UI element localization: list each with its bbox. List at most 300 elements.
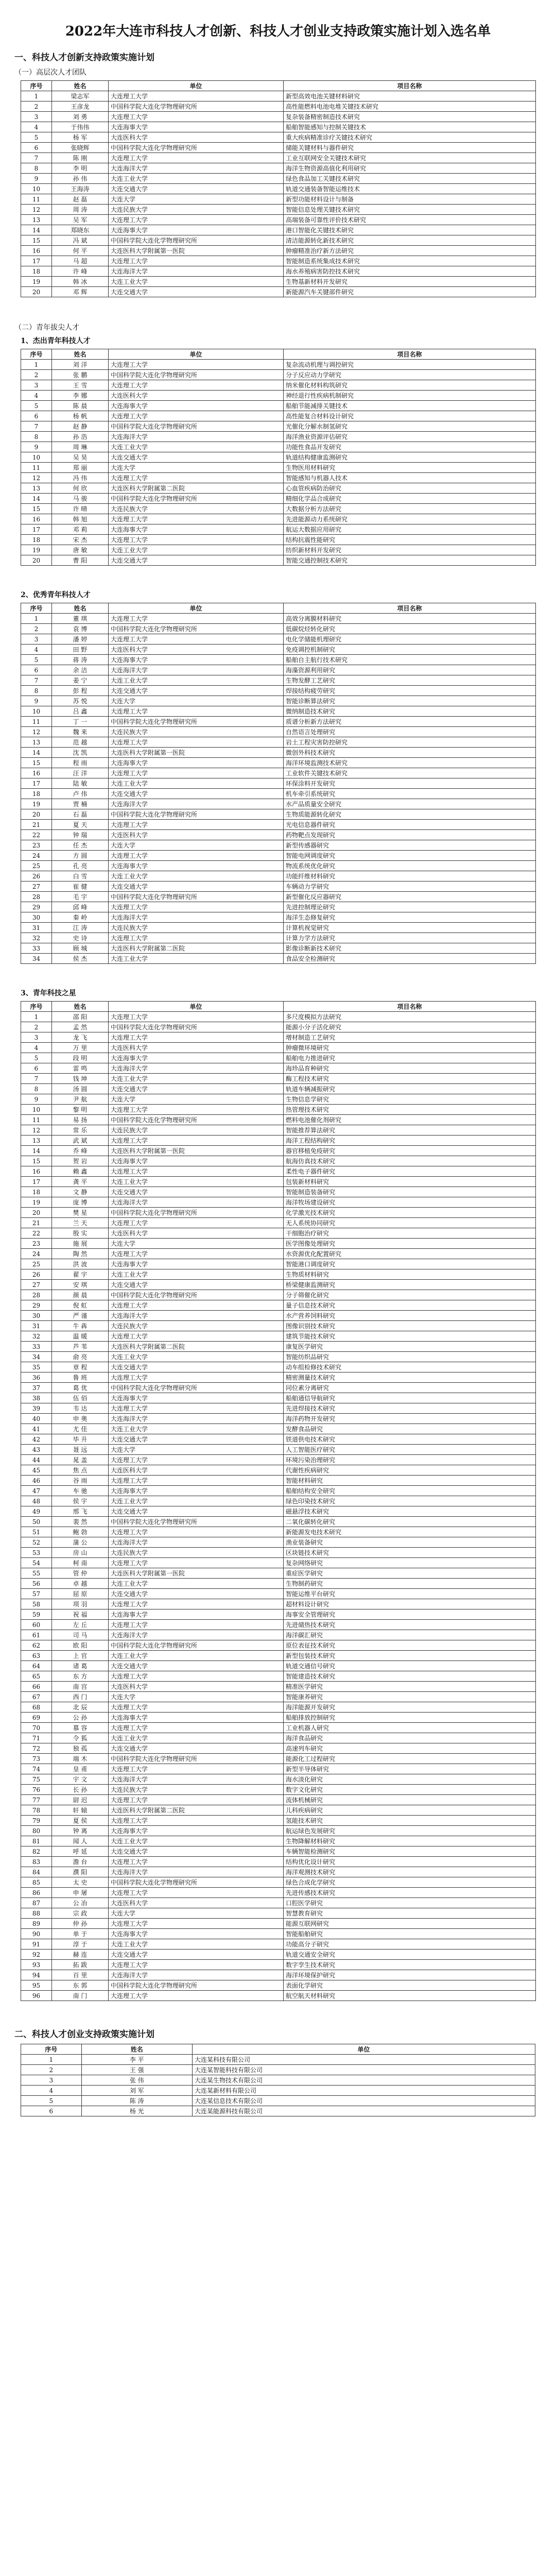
row-number: 32 [21, 933, 52, 943]
table-row [21, 1908, 536, 1919]
project-name: 超材料设计研究 [284, 1599, 536, 1609]
row-number: 50 [21, 1517, 52, 1527]
unit-name: 大连大学 [109, 840, 284, 851]
unit-name: 大连海洋大学 [109, 1311, 284, 1321]
project-name: 海事安全管理研究 [284, 1609, 536, 1620]
project-name: 先进传感技术研究 [284, 1888, 536, 1898]
row-number: 4 [21, 1043, 52, 1053]
project-name: 氢能技术研究 [284, 1816, 536, 1826]
unit-name: 大连理工大学 [109, 1136, 284, 1146]
project-name: 儿科疾病研究 [284, 1805, 536, 1816]
unit-name: 中国科学院大连化学物理研究所 [109, 101, 284, 112]
table-row [21, 184, 536, 194]
unit-name: 大连理工大学 [109, 1702, 284, 1713]
row-number: 5 [21, 132, 52, 143]
person-name: 闻 人 [52, 1836, 109, 1846]
person-name: 伍 佰 [52, 1393, 109, 1403]
person-name: 轩 辕 [52, 1805, 109, 1816]
table-row [21, 1342, 536, 1352]
row-number: 34 [21, 1352, 52, 1362]
person-name: 孔 亮 [52, 861, 109, 871]
unit-name: 大连海洋大学 [109, 1414, 284, 1424]
row-number: 19 [21, 1197, 52, 1208]
person-name: 史 诗 [52, 933, 109, 943]
row-number: 16 [21, 768, 52, 778]
person-name: 唐 敏 [52, 545, 109, 555]
unit-name: 大连医科大学附属第二医院 [109, 943, 284, 954]
row-number: 54 [21, 1558, 52, 1568]
unit-name: 大连理工大学 [109, 1960, 284, 1970]
table-youth-star [21, 1001, 536, 2001]
row-number: 85 [21, 1877, 52, 1888]
table-row [21, 851, 536, 861]
row-number: 18 [21, 266, 52, 277]
page-title: 2022年大连市科技人才创新、科技人才创业支持政策实施计划入选名单 [65, 24, 491, 39]
unit-name: 大连理工大学 [109, 1795, 284, 1805]
unit-name: 大连工业大学 [109, 1424, 284, 1434]
row-number: 71 [21, 1733, 52, 1743]
unit-name: 大连交通大学 [109, 1084, 284, 1094]
row-number: 36 [21, 1372, 52, 1383]
project-name: 新能源汽车关键部件研究 [284, 287, 536, 297]
row-number: 48 [21, 1496, 52, 1506]
person-name: 东 方 [52, 1671, 109, 1682]
project-name: 结构优化设计研究 [284, 1857, 536, 1867]
person-name: 吕 鑫 [52, 706, 109, 717]
unit-name: 大连工业大学 [109, 174, 284, 184]
table-row [21, 143, 536, 153]
project-name: 清洁能源转化新技术研究 [284, 235, 536, 246]
person-name: 崔 健 [52, 882, 109, 892]
person-name: 公 冶 [52, 1898, 109, 1908]
person-name: 杨 帆 [52, 411, 109, 421]
project-name: 柔性电子器件研究 [284, 1166, 536, 1177]
row-number: 39 [21, 1403, 52, 1414]
table-row [21, 1476, 536, 1486]
person-name: 淳 于 [52, 1939, 109, 1950]
row-number: 1 [21, 2055, 82, 2065]
project-name: 智能信息处理关键技术研究 [284, 205, 536, 215]
table-row [21, 483, 536, 494]
person-name: 宇 文 [52, 1774, 109, 1785]
unit-name: 大连理工大学 [109, 535, 284, 545]
person-name: 申 奥 [52, 1414, 109, 1424]
table-row [21, 1609, 536, 1620]
unit-name: 大连理工大学 [109, 1620, 284, 1630]
table-row [21, 2065, 535, 2075]
row-number: 63 [21, 1651, 52, 1661]
column-header: 序号 [21, 603, 52, 614]
project-name: 肿瘤微环境研究 [284, 1043, 536, 1053]
unit-name: 大连理工大学 [109, 1331, 284, 1342]
unit-name: 大连交通大学 [109, 184, 284, 194]
table-row [21, 411, 536, 421]
unit-name: 大连医科大学附属第一医院 [109, 748, 284, 758]
unit-name: 大连海事大学 [109, 861, 284, 871]
row-number: 12 [21, 1125, 52, 1136]
unit-name: 大连海洋大学 [109, 266, 284, 277]
table-row [21, 923, 536, 933]
table-row [21, 1383, 536, 1393]
table-row [21, 1640, 536, 1651]
row-number: 31 [21, 923, 52, 933]
person-name: 申 屠 [52, 1888, 109, 1898]
table-row [21, 1136, 536, 1146]
unit-name: 中国科学院大连化学物理研究所 [109, 370, 284, 380]
person-name: 方 圆 [52, 851, 109, 861]
unit-name: 中国科学院大连化学物理研究所 [109, 624, 284, 634]
project-name: 器官移植免疫研究 [284, 1146, 536, 1156]
person-name: 吴 昊 [52, 452, 109, 463]
project-name: 光催化分解水制氢研究 [284, 421, 536, 432]
project-name: 智能材料研究 [284, 1476, 536, 1486]
project-name: 智能交通控制技术研究 [284, 555, 536, 566]
person-name: 欧 阳 [52, 1640, 109, 1651]
column-header: 序号 [21, 349, 52, 360]
person-name: 姜 宁 [52, 675, 109, 686]
person-name: 郑晓东 [52, 225, 109, 235]
project-name: 增材制造工艺研究 [284, 1032, 536, 1043]
person-name: 曹 阳 [52, 555, 109, 566]
person-name: 贾 楠 [52, 799, 109, 809]
unit-name: 大连医科大学 [109, 1682, 284, 1692]
row-number: 11 [21, 463, 52, 473]
table-row [21, 555, 536, 566]
unit-name: 大连理工大学 [109, 215, 284, 225]
project-name: 水产营养饲料研究 [284, 1311, 536, 1321]
unit-name: 大连理工大学 [109, 902, 284, 912]
unit-name: 大连医科大学 [109, 1465, 284, 1476]
table-row [21, 1527, 536, 1537]
row-number: 12 [21, 473, 52, 483]
person-name: 邵 阳 [52, 1012, 109, 1022]
column-header: 序号 [21, 1002, 52, 1012]
table-row [21, 1960, 536, 1970]
row-number: 2 [21, 2065, 82, 2075]
unit-name: 大连海洋大学 [109, 665, 284, 675]
unit-name: 大连某生物技术有限公司 [192, 2075, 535, 2086]
row-number: 4 [21, 645, 52, 655]
person-name: 于伟伟 [52, 122, 109, 132]
table-row [21, 799, 536, 809]
project-name: 化学激光技术研究 [284, 1208, 536, 1218]
unit-name: 大连海洋大学 [109, 912, 284, 923]
unit-name: 大连工业大学 [109, 277, 284, 287]
person-name: 蒋 涛 [52, 655, 109, 665]
project-name: 能源化工过程研究 [284, 1754, 536, 1764]
table-header-row [21, 603, 536, 614]
table-row [21, 421, 536, 432]
column-header: 姓名 [52, 349, 109, 360]
unit-name: 大连某能源科技有限公司 [192, 2106, 535, 2116]
row-number: 65 [21, 1671, 52, 1682]
project-name: 分子筛催化研究 [284, 1290, 536, 1300]
unit-name: 大连医科大学附属第一医院 [109, 246, 284, 256]
person-name: 马 超 [52, 256, 109, 266]
person-name: 孙 浩 [52, 432, 109, 442]
person-name: 皇 甫 [52, 1764, 109, 1774]
row-number: 5 [21, 401, 52, 411]
person-name: 鲁 班 [52, 1372, 109, 1383]
unit-name: 中国科学院大连化学物理研究所 [109, 1877, 284, 1888]
person-name: 梁志军 [52, 91, 109, 101]
person-name: 钟 离 [52, 1826, 109, 1836]
person-name: 殷 实 [52, 1228, 109, 1239]
person-name: 陈 刚 [52, 153, 109, 163]
table-row [21, 1012, 536, 1022]
person-name: 邱 峰 [52, 902, 109, 912]
person-name: 周 琳 [52, 442, 109, 452]
unit-name: 大连工业大学 [109, 1177, 284, 1187]
project-name: 船舶通信导航研究 [284, 1393, 536, 1403]
row-number: 4 [21, 391, 52, 401]
section2-title: 二、科技人才创业支持政策实施计划 [14, 2029, 154, 2040]
project-name: 工业机器人研究 [284, 1723, 536, 1733]
unit-name: 大连海事大学 [109, 1826, 284, 1836]
project-name: 影像诊断新技术研究 [284, 943, 536, 954]
table-row [21, 2055, 535, 2065]
project-name: 智能运维平台研究 [284, 1589, 536, 1599]
row-number: 40 [21, 1414, 52, 1424]
table-row [21, 1733, 536, 1743]
project-name: 生物发酵工艺研究 [284, 675, 536, 686]
person-name: 兰 天 [52, 1218, 109, 1228]
person-name: 祝 福 [52, 1609, 109, 1620]
row-number: 8 [21, 686, 52, 696]
unit-name: 大连理工大学 [109, 768, 284, 778]
row-number: 74 [21, 1764, 52, 1774]
table-outstanding-youth [21, 349, 536, 566]
unit-name: 大连海事大学 [109, 225, 284, 235]
row-number: 17 [21, 524, 52, 535]
row-number: 28 [21, 892, 52, 902]
project-name: 区块链技术研究 [284, 1548, 536, 1558]
person-name: 上 官 [52, 1651, 109, 1661]
project-name: 微创外科技术研究 [284, 748, 536, 758]
project-name: 结构抗震性能研究 [284, 535, 536, 545]
table-row [21, 1094, 536, 1105]
table-row [21, 1764, 536, 1774]
table-row [21, 902, 536, 912]
row-number: 5 [21, 655, 52, 665]
unit-name: 大连大学 [109, 463, 284, 473]
table-row [21, 1259, 536, 1269]
row-number: 70 [21, 1723, 52, 1733]
row-number: 1 [21, 360, 52, 370]
row-number: 81 [21, 1836, 52, 1846]
table-row [21, 789, 536, 799]
table-row [21, 2086, 535, 2096]
project-name: 肿瘤精准治疗新方法研究 [284, 246, 536, 256]
table-row [21, 1517, 536, 1527]
table-row [21, 401, 536, 411]
project-name: 车辆动力学研究 [284, 882, 536, 892]
row-number: 46 [21, 1476, 52, 1486]
row-number: 11 [21, 717, 52, 727]
table-row [21, 1774, 536, 1785]
table-row [21, 1846, 536, 1857]
unit-name: 大连大学 [109, 1445, 284, 1455]
table-row [21, 277, 536, 287]
row-number: 16 [21, 1166, 52, 1177]
project-name: 计算机视觉研究 [284, 923, 536, 933]
project-name: 表面化学研究 [284, 1980, 536, 1991]
person-name: 濮 阳 [52, 1867, 109, 1877]
column-header: 单位 [192, 2044, 535, 2055]
row-number: 9 [21, 1094, 52, 1105]
unit-name: 大连医科大学附属第二医院 [109, 1805, 284, 1816]
unit-name: 大连某智能科技有限公司 [192, 2065, 535, 2075]
table-row [21, 758, 536, 768]
table-row [21, 235, 536, 246]
project-name: 量子信息技术研究 [284, 1300, 536, 1311]
project-name: 船舶结构安全研究 [284, 1486, 536, 1496]
project-name: 智能船舶研究 [284, 1929, 536, 1939]
table-row [21, 1043, 536, 1053]
row-number: 27 [21, 1280, 52, 1290]
table-row [21, 101, 536, 112]
table-row [21, 1867, 536, 1877]
table-row [21, 1682, 536, 1692]
row-number: 12 [21, 727, 52, 737]
person-name: 潘 婷 [52, 634, 109, 645]
project-name: 焊接结构疲劳研究 [284, 686, 536, 696]
project-name: 复杂装备精密制造技术研究 [284, 112, 536, 122]
person-name: 江 涛 [52, 923, 109, 933]
row-number: 79 [21, 1816, 52, 1826]
unit-name: 大连理工大学 [109, 1218, 284, 1228]
person-name: 尹 航 [52, 1094, 109, 1105]
project-name: 电化学储能机理研究 [284, 634, 536, 645]
person-name: 龚 平 [52, 1177, 109, 1187]
person-name: 项 羽 [52, 1599, 109, 1609]
person-name: 司 马 [52, 1630, 109, 1640]
project-name: 人工智能医疗研究 [284, 1445, 536, 1455]
table-row [21, 1115, 536, 1125]
project-name: 能源互联网研究 [284, 1919, 536, 1929]
unit-name: 大连理工大学 [109, 256, 284, 266]
project-name: 免疫调控机制研究 [284, 645, 536, 655]
table-row [21, 882, 536, 892]
row-number: 9 [21, 696, 52, 706]
person-name: 蒲 公 [52, 1537, 109, 1548]
table-row [21, 1630, 536, 1640]
person-name: 余 洁 [52, 665, 109, 675]
project-name: 精密测量技术研究 [284, 1372, 536, 1383]
person-name: 李 明 [52, 163, 109, 174]
project-name: 工业软件关键技术研究 [284, 768, 536, 778]
project-name: 酶工程技术研究 [284, 1074, 536, 1084]
unit-name: 大连海事大学 [109, 1929, 284, 1939]
unit-name: 大连民族大学 [109, 727, 284, 737]
table-row [21, 1826, 536, 1836]
unit-name: 大连民族大学 [109, 1548, 284, 1558]
project-name: 新型催化反应器研究 [284, 892, 536, 902]
person-name: 澹 台 [52, 1857, 109, 1867]
project-name: 功能纤维材料研究 [284, 871, 536, 882]
project-name: 纳米催化材料构筑研究 [284, 380, 536, 391]
row-number: 96 [21, 1991, 52, 2001]
unit-name: 大连海事大学 [109, 1713, 284, 1723]
project-name: 智能推荐算法研究 [284, 1125, 536, 1136]
project-name: 包装新材料研究 [284, 1177, 536, 1187]
person-name: 诸 葛 [52, 1661, 109, 1671]
unit-name: 大连海洋大学 [109, 799, 284, 809]
person-name: 安 琪 [52, 1280, 109, 1290]
row-number: 66 [21, 1682, 52, 1692]
table-row [21, 2075, 535, 2086]
person-name: 赵 静 [52, 421, 109, 432]
row-number: 42 [21, 1434, 52, 1445]
unit-name: 大连交通大学 [109, 1506, 284, 1517]
person-name: 尉 迟 [52, 1795, 109, 1805]
unit-name: 大连民族大学 [109, 1125, 284, 1136]
person-name: 卓 越 [52, 1579, 109, 1589]
project-name: 智慧教育研究 [284, 1908, 536, 1919]
person-name: 韦 达 [52, 1403, 109, 1414]
person-name: 龙 飞 [52, 1032, 109, 1043]
row-number: 61 [21, 1630, 52, 1640]
project-name: 航海仿真技术研究 [284, 1156, 536, 1166]
section1-title: 一、科技人才创新支持政策实施计划 [14, 53, 154, 63]
table-row [21, 840, 536, 851]
project-name: 先进储热技术研究 [284, 1620, 536, 1630]
row-number: 19 [21, 545, 52, 555]
table-row [21, 1888, 536, 1898]
row-number: 88 [21, 1908, 52, 1919]
person-name: 管 仲 [52, 1568, 109, 1579]
unit-name: 大连某新材料有限公司 [192, 2086, 535, 2096]
row-number: 83 [21, 1857, 52, 1867]
table-row [21, 1805, 536, 1816]
table-row [21, 463, 536, 473]
person-name: 东 郭 [52, 1980, 109, 1991]
row-number: 13 [21, 737, 52, 748]
row-number: 15 [21, 504, 52, 514]
row-number: 1 [21, 91, 52, 101]
person-name: 翟 宇 [52, 1269, 109, 1280]
person-name: 万 里 [52, 1043, 109, 1053]
unit-name: 大连理工大学 [109, 1723, 284, 1733]
row-number: 21 [21, 820, 52, 830]
unit-name: 大连医科大学 [109, 132, 284, 143]
row-number: 20 [21, 1208, 52, 1218]
person-name: 令 狐 [52, 1733, 109, 1743]
project-name: 海洋牧场建设研究 [284, 1197, 536, 1208]
unit-name: 大连某科技有限公司 [192, 2055, 535, 2065]
project-name: 功能性食品开发研究 [284, 442, 536, 452]
table-row [21, 1898, 536, 1908]
person-name: 毛 宇 [52, 892, 109, 902]
row-number: 55 [21, 1568, 52, 1579]
project-name: 复杂网络研究 [284, 1558, 536, 1568]
unit-name: 大连理工大学 [109, 1991, 284, 2001]
project-name: 轨道交通安全研究 [284, 1950, 536, 1960]
person-name: 侯 宇 [52, 1496, 109, 1506]
unit-name: 中国科学院大连化学物理研究所 [109, 809, 284, 820]
table-row [21, 122, 536, 132]
project-name: 高效分离膜材料研究 [284, 614, 536, 624]
project-name: 原位表征技术研究 [284, 1640, 536, 1651]
table-row [21, 686, 536, 696]
unit-name: 大连医科大学 [109, 1898, 284, 1908]
table-row [21, 112, 536, 122]
table-row [21, 1074, 536, 1084]
table-header-row [21, 81, 536, 91]
person-name: 陆 敏 [52, 778, 109, 789]
table-row [21, 614, 536, 624]
unit-name: 大连民族大学 [109, 1321, 284, 1331]
